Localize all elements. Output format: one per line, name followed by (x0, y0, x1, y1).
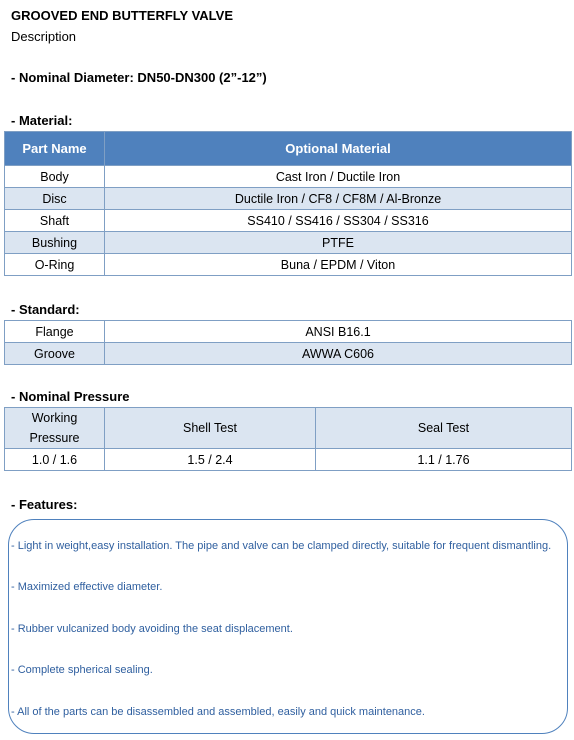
part-name-header: Part Name (5, 132, 105, 166)
standard-name-cell: Flange (5, 321, 105, 343)
material-cell: Ductile Iron / CF8 / CF8M / Al-Bronze (105, 188, 572, 210)
table-header-row (5, 408, 572, 449)
optional-material-header: Optional Material (105, 132, 572, 166)
table-row (5, 166, 572, 188)
table-row (5, 232, 572, 254)
standard-name-cell: Groove (5, 343, 105, 365)
features-heading: - Features: (11, 497, 78, 512)
material-cell: PTFE (105, 232, 572, 254)
shell-test-cell: 1.5 / 2.4 (105, 449, 316, 471)
seal-test-header: Seal Test (316, 408, 572, 449)
table-row (5, 254, 572, 276)
pressure-table (4, 407, 572, 471)
feature-item: - Complete spherical sealing. (11, 664, 153, 676)
feature-item: - Maximized effective diameter. (11, 581, 163, 593)
feature-item: - All of the parts can be disassembled and assembled, easily and quick maintenance. (11, 706, 425, 718)
table-row (5, 343, 572, 365)
seal-test-cell: 1.1 / 1.76 (316, 449, 572, 471)
standard-value-cell: AWWA C606 (105, 343, 572, 365)
standard-value-cell: ANSI B16.1 (105, 321, 572, 343)
material-cell: SS410 / SS416 / SS304 / SS316 (105, 210, 572, 232)
part-name-cell: Bushing (5, 232, 105, 254)
table-row (5, 188, 572, 210)
page-title: GROOVED END BUTTERFLY VALVE (11, 8, 233, 23)
part-name-cell: Shaft (5, 210, 105, 232)
working-pressure-header: Working Pressure (5, 408, 105, 449)
material-table (4, 131, 572, 276)
description-label: Description (11, 29, 77, 44)
standard-heading: - Standard: (11, 302, 80, 317)
working-pressure-cell: 1.0 / 1.6 (5, 449, 105, 471)
feature-item: - Light in weight,easy installation. The pipe and valve can be clamped directly, suitable for frequent dismantling. (11, 540, 552, 552)
table-row (5, 321, 572, 343)
shell-test-header: Shell Test (105, 408, 316, 449)
standard-table (4, 320, 572, 365)
nominal-diameter-heading: - Nominal Diameter: DN50-DN300 (2”-12”) (11, 70, 267, 85)
material-cell: Buna / EPDM / Viton (105, 254, 572, 276)
feature-item: - Rubber vulcanized body avoiding the seat displacement. (11, 623, 293, 635)
pressure-heading: - Nominal Pressure (11, 389, 130, 404)
table-row (5, 210, 572, 232)
material-heading: - Material: (11, 113, 73, 128)
material-cell: Cast Iron / Ductile Iron (105, 166, 572, 188)
table-row (5, 449, 572, 471)
part-name-cell: Body (5, 166, 105, 188)
part-name-cell: Disc (5, 188, 105, 210)
part-name-cell: O-Ring (5, 254, 105, 276)
